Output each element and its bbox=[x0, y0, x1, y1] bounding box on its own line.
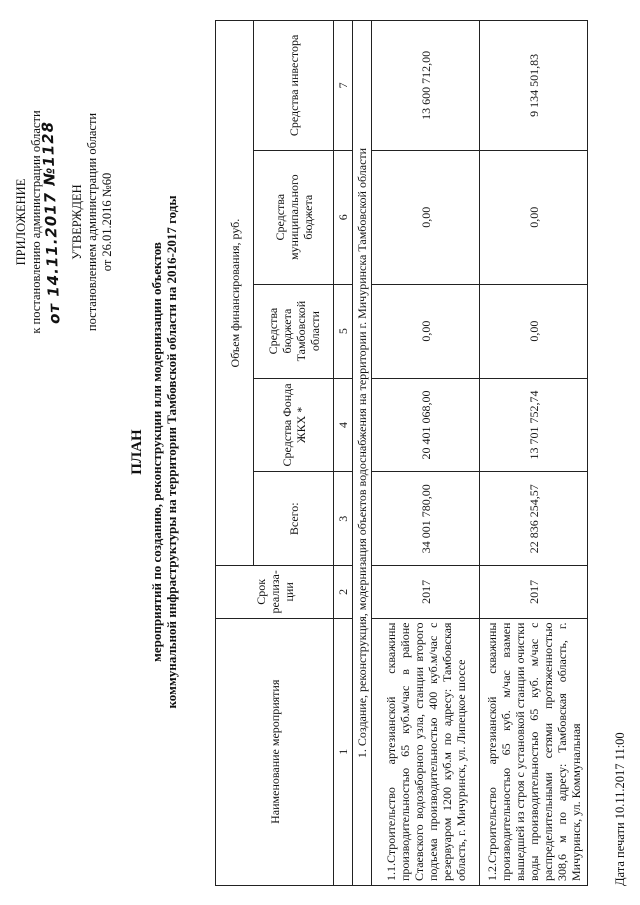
row-period: 2017 bbox=[480, 566, 588, 618]
col-number: 7 bbox=[334, 21, 353, 151]
col-number: 2 bbox=[334, 566, 353, 618]
header-investor: Средства инвестора bbox=[254, 21, 334, 151]
header-municipal: Средства муниципального бюджета bbox=[254, 150, 334, 284]
row-regional: 0,00 bbox=[372, 284, 480, 378]
table-row bbox=[372, 21, 480, 886]
header-period: Срок реализа-ции bbox=[216, 566, 334, 618]
row-period: 2017 bbox=[372, 566, 480, 618]
row-name: 1.2.Строительство артезианской скважины производительностью 65 куб. м/час взамен вышедшей из строя с установкой станции очистки воды производительностью 65 куб. м/час с распределительными сетями протяженностью 308,6 м по адресу: Тамбовская область, г. Мичуринск, ул. Коммунальная bbox=[480, 618, 588, 885]
col-number: 3 bbox=[334, 472, 353, 566]
col-number: 4 bbox=[334, 378, 353, 472]
row-investor: 13 600 712,00 bbox=[372, 21, 480, 151]
section-heading: 1. Создание, реконструкция, модернизация объектов водоснабжения на территории г. Мичуринска Тамбовской области bbox=[353, 21, 372, 886]
row-name: 1.1.Строительство артезианской скважины производительностью 65 куб.м/час в районе Стаевского водозаборного узла, станции второго подъема производительностью 400 куб.м/час с резервуаром 1200 куб.м по адресу: Тамбовская область, г. Мичуринск, ул. Липецкое шоссе bbox=[372, 618, 480, 885]
row-total: 34 001 780,00 bbox=[372, 472, 480, 566]
title-line-2: коммунальной инфраструктуры на территории Тамбовской области на 2016-2017 годы bbox=[164, 195, 179, 709]
row-fund: 13 701 752,74 bbox=[480, 378, 588, 472]
col-number: 5 bbox=[334, 284, 353, 378]
header-fund: Средства Фонда ЖКХ * bbox=[254, 378, 334, 472]
title-line-1: мероприятий по созданию, реконструкции или модернизации объектов bbox=[149, 242, 164, 662]
approved-by: постановлением администрации области bbox=[85, 112, 99, 332]
row-total: 22 836 254,57 bbox=[480, 472, 588, 566]
title-main: ПЛАН bbox=[129, 429, 145, 475]
col-number: 6 bbox=[334, 150, 353, 284]
print-date: Дата печати 10.11.2017 11:00 bbox=[613, 732, 627, 886]
col-number: 1 bbox=[334, 618, 353, 885]
header-total: Всего: bbox=[254, 472, 334, 566]
document-page bbox=[10, 12, 630, 892]
row-fund: 20 401 068,00 bbox=[372, 378, 480, 472]
plan-table bbox=[215, 20, 588, 886]
row-investor: 9 134 501,83 bbox=[480, 21, 588, 151]
appendix-label: ПРИЛОЖЕНИЕ bbox=[14, 178, 28, 266]
header-volume: Объем финансирования, руб. bbox=[216, 21, 254, 566]
table-row bbox=[480, 21, 588, 886]
row-municipal: 0,00 bbox=[480, 150, 588, 284]
header-name: Наименование мероприятия bbox=[216, 618, 334, 885]
approved-date: от 26.01.2016 №60 bbox=[100, 172, 114, 272]
resolution-ref: к постановлению администрации области bbox=[29, 110, 43, 334]
row-municipal: 0,00 bbox=[372, 150, 480, 284]
row-regional: 0,00 bbox=[480, 284, 588, 378]
handwritten-signature: от 14.11.2017 №1128 bbox=[38, 120, 64, 324]
approval-header bbox=[14, 42, 115, 402]
header-regional: Средства бюджета Тамбовской области bbox=[254, 284, 334, 378]
document-title bbox=[130, 12, 179, 892]
approved-label: УТВЕРЖДЕН bbox=[70, 184, 84, 260]
